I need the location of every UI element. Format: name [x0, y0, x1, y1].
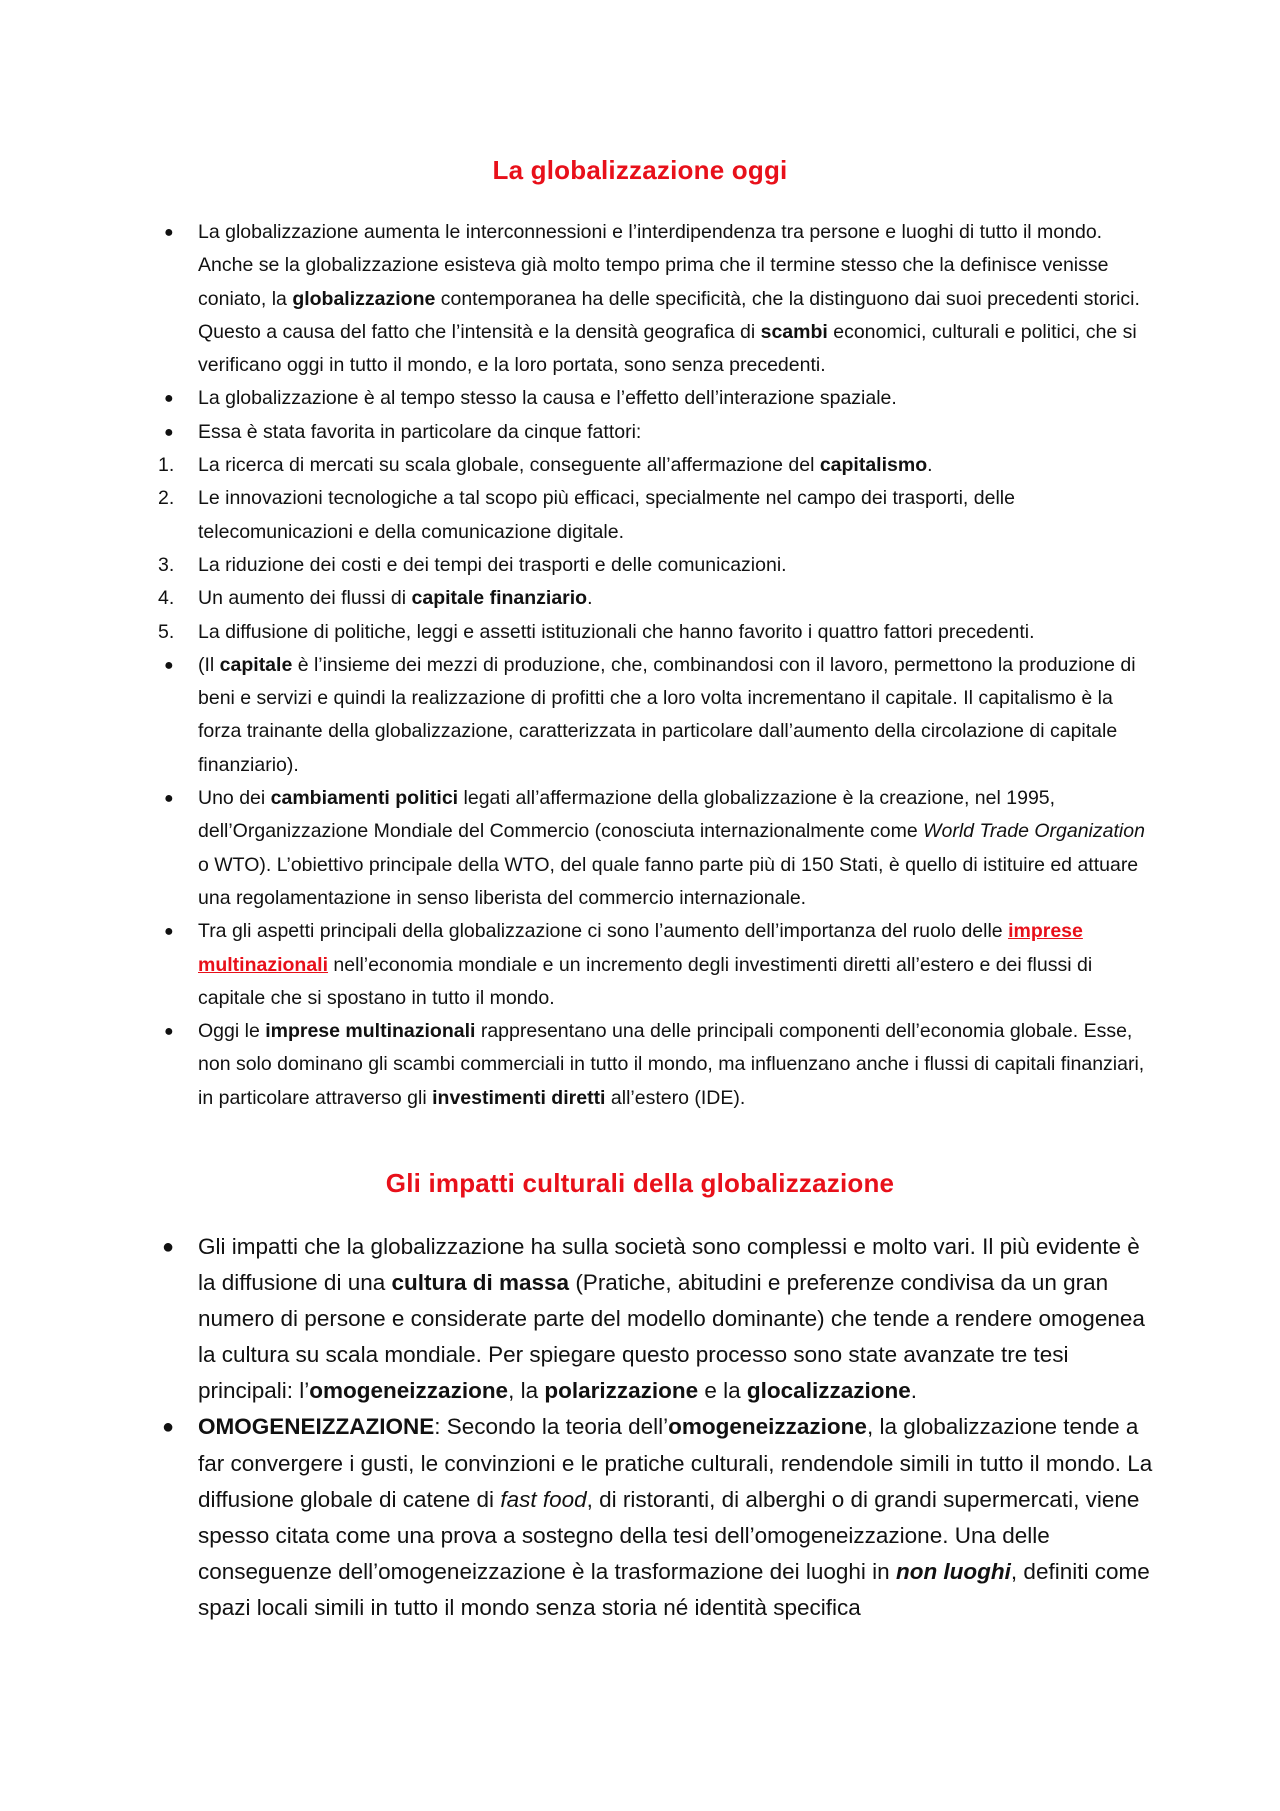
item-number: 5. [158, 620, 175, 643]
bullet-icon: ● [164, 224, 174, 241]
imprese-multinazionali-link[interactable]: imprese multinazionali [198, 920, 1083, 976]
bullet-icon: ● [162, 1416, 175, 1439]
item-number: 2. [158, 487, 175, 510]
list-item: ● OMOGENEIZZAZIONE: Secondo la teoria dell’omogeneizzazione, la globalizzazione tende a far convergere i gusti, le convinzioni e le pratiche culturali, rendendole simili in tutto il mondo. La diffusione globale di catene di fast food, di ristoranti, di alberghi o di grandi supermercati, viene spesso citata come una prova a sostegno della tesi dell’omogeneizzazione. Una delle conseguenze dell’omogeneizzazione è la trasformazione dei luoghi in non luoghi, definiti come spazi locali simili in tutto il mondo senza storia né identità specifica [158, 1409, 1158, 1626]
list-item: ● La globalizzazione è al tempo stesso la causa e l’effetto dell’interazione spaziale. [158, 382, 1148, 415]
list-item: ● (Il capitale è l’insieme dei mezzi di produzione, che, combinandosi con il lavoro, permettono la produzione di beni e servizi e quindi la realizzazione di profitti che a loro volta incrementano il capitale. Il capitalismo è la forza trainante della globalizzazione, caratterizzata in particolare dall’aumento della circolazione di capitale finanziario). [158, 649, 1148, 782]
item-number: 3. [158, 553, 175, 576]
list-item: ● Oggi le imprese multinazionali rappresentano una delle principali componenti dell’economia globale. Esse, non solo dominano gli scambi commerciali in tutto il mondo, ma influenzano anche i flussi di capitali finanziari, in particolare attraverso gli investimenti diretti all’estero (IDE). [158, 1015, 1148, 1115]
section-globalizzazione-oggi [158, 216, 1148, 1115]
list-item: ● Tra gli aspetti principali della globalizzazione ci sono l’aumento dell’importanza del ruolo delle imprese multinazionali nell’economia mondiale e un incremento degli investimenti diretti all’estero e dei flussi di capitale che si spostano in tutto il mondo. [158, 915, 1148, 1015]
section-impatti-culturali [158, 1229, 1158, 1626]
numbered-item: 5. La diffusione di politiche, leggi e assetti istituzionali che hanno favorito i quattro fattori precedenti. [158, 616, 1148, 649]
list-item: ● Uno dei cambiamenti politici legati all’affermazione della globalizzazione è la creazione, nel 1995, dell’Organizzazione Mondiale del Commercio (conosciuta internazionalmente come World Trade Organization o WTO). L’obiettivo principale della WTO, del quale fanno parte più di 150 Stati, è quello di istituire ed attuare una regolamentazione in senso liberista del commercio internazionale. [158, 782, 1148, 915]
bullet-icon: ● [164, 423, 174, 441]
bullet-icon: ● [164, 923, 174, 941]
numbered-item: 3. La riduzione dei costi e dei tempi dei trasporti e delle comunicazioni. [158, 549, 1148, 582]
bullet-icon: ● [164, 1023, 174, 1041]
bullet-icon: ● [164, 656, 174, 674]
list-item: ● Gli impatti che la globalizzazione ha sulla società sono complessi e molto vari. Il più evidente è la diffusione di una cultura di massa (Pratiche, abitudini e preferenze condivisa da un gran numero di persone e considerate parte del modello dominante) che tende a rendere omogenea la cultura su scala mondiale. Per spiegare questo processo sono state avanzate tre tesi principali: l’omogeneizzazione, la polarizzazione e la glocalizzazione. [158, 1229, 1158, 1409]
bullet-icon: ● [164, 390, 174, 408]
numbered-item: 4. Un aumento dei flussi di capitale finanziario. [158, 582, 1148, 615]
bullet-icon: ● [162, 1236, 175, 1258]
numbered-item: 2. Le innovazioni tecnologiche a tal scopo più efficaci, specialmente nel campo dei trasporti, delle telecomunicazioni e della comunicazione digitale. [158, 482, 1148, 549]
item-number: 1. [158, 454, 175, 477]
list-item: ● La globalizzazione aumenta le interconnessioni e l’interdipendenza tra persone e luoghi di tutto il mondo. Anche se la globalizzazione esisteva già molto tempo prima che il termine stesso che la definisce venisse coniato, la globalizzazione contemporanea ha delle specificità, che la distinguono dai suoi precedenti storici. Questo a causa del fatto che l’intensità e la densità geografica di scambi economici, culturali e politici, che si verificano oggi in tutto il mondo, e la loro portata, sono senza precedenti. [158, 216, 1148, 382]
item-number: 4. [158, 587, 175, 610]
section-title: Gli impatti culturali della globalizzazione [385, 1168, 895, 1198]
numbered-item: 1. La ricerca di mercati su scala globale, conseguente all’affermazione del capitalismo. [158, 449, 1148, 482]
bullet-icon: ● [164, 790, 174, 808]
page-title: La globalizzazione oggi [492, 155, 788, 185]
list-item: ● Essa è stata favorita in particolare da cinque fattori: [158, 416, 1148, 449]
